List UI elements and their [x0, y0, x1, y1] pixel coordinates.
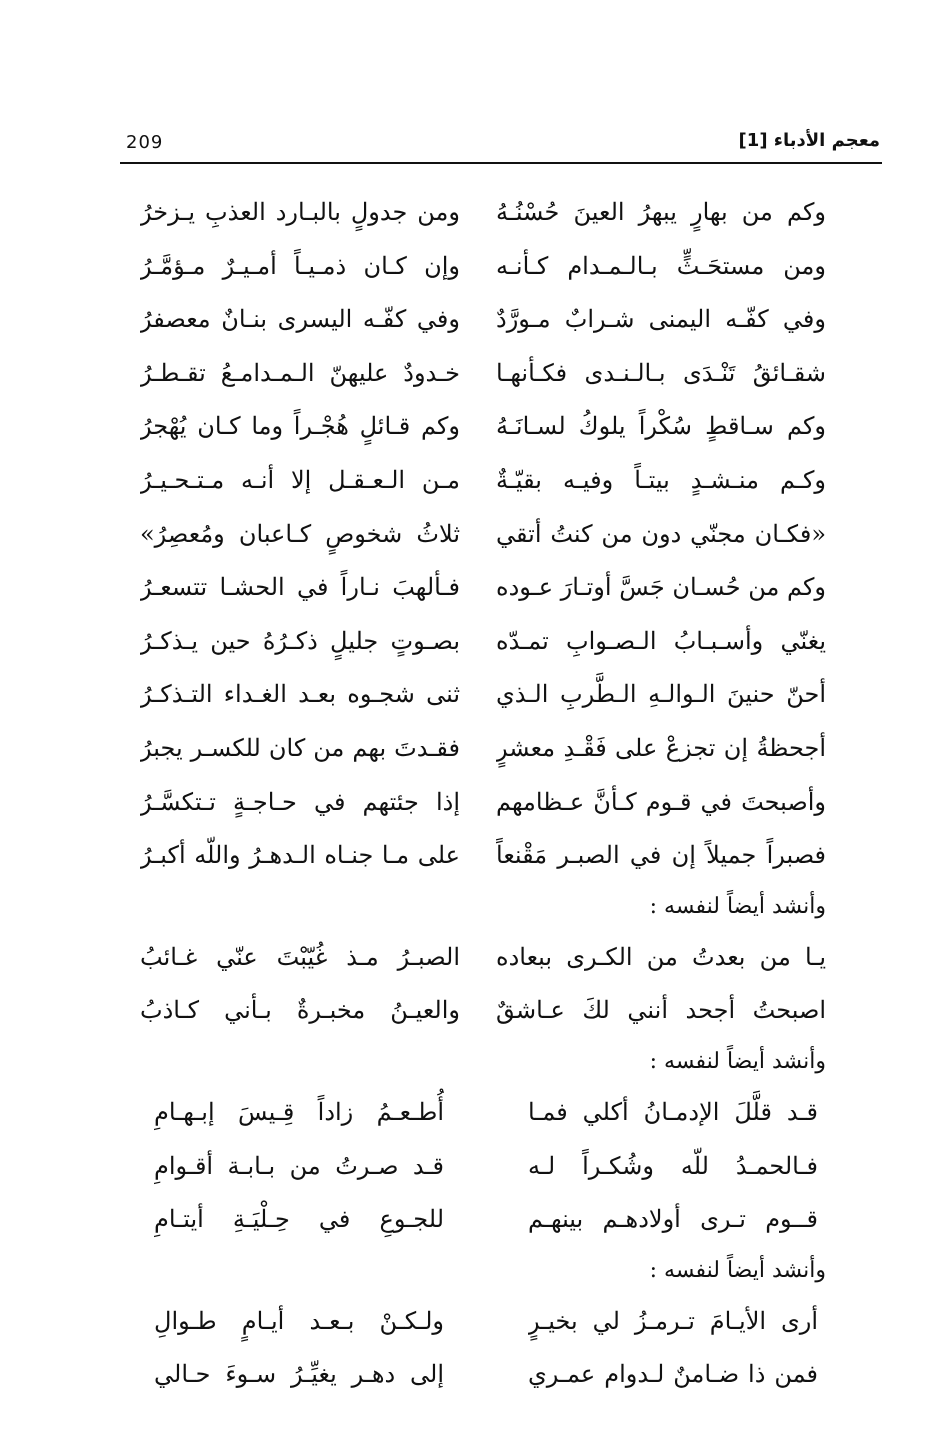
second-hemistich: الصبـرُ مـذ غُيّبْتَ عنّي غـائبُ: [140, 942, 460, 971]
first-hemistich: وكم من حُسـان جَسَّ أوتـارَ عـوده: [496, 573, 826, 602]
second-hemistich: أُطـعـمُ زاداً قِـيسَ إبـهـامِ: [154, 1097, 444, 1126]
verse-line: [140, 1086, 826, 1140]
verse-line: [140, 561, 826, 615]
first-hemistich: «فكـان مجنّي دون من كنتُ أتقي: [496, 519, 826, 548]
first-hemistich: ومن مستحَـثٍّ بـالـمـدام كـأنـه: [496, 251, 826, 280]
verse-line: [140, 293, 826, 347]
first-hemistich: أجحظةُ إن تجزعْ على فَقْـدِ معشرٍ: [496, 733, 826, 762]
second-hemistich: للجـوعِ في حِـلْيَـةِ أيتـامِ: [154, 1205, 444, 1234]
second-hemistich: ثنى شجـوه بعـد الغـداء التـذكـرُ: [140, 680, 460, 709]
first-hemistich: وكم من بهارٍ يبهرُ العينَ حُسْنُـهُ: [496, 198, 826, 226]
verse-line: [140, 931, 826, 985]
verse-line: [140, 984, 826, 1038]
second-hemistich: بصـوتٍ جليلٍ ذكـرُهُ حين يـذكـرُ: [140, 626, 460, 655]
first-hemistich: قــوم تـرى أولادهـم بينهـم: [528, 1205, 818, 1234]
verse-line: [140, 1193, 826, 1247]
poem-intro: وأنشد أيضاً لنفسه :: [649, 893, 826, 919]
second-hemistich: مـن الـعـقـل إلا أنـه مـتـحـيـرُ: [140, 465, 460, 494]
first-hemistich: وفي كفّـه اليمنى شـرابٌ مـورَّدٌ: [496, 305, 826, 334]
verse-line: [140, 615, 826, 669]
verse-line: [140, 186, 826, 240]
first-hemistich: يغنّي وأسـبـابُ الـصـوابِ تمـدّه: [496, 626, 826, 655]
second-hemistich: وإن كـان ذمـيـاً أمـيـرٌ مـؤمَّـرُ: [140, 251, 460, 280]
verse-line: [140, 508, 826, 562]
verse-line: [140, 400, 826, 454]
first-hemistich: أحنّ حنينَ الـوالـهِ الـطَّربِ الـذي: [496, 680, 826, 709]
second-hemistich: قـد صـرتُ من بـابـة أقـوامِ: [154, 1151, 444, 1180]
first-hemistich: أرى الأيـامَ تـرمـزُ لي بخيـرٍ: [528, 1306, 818, 1335]
second-hemistich: وفي كفّـه اليسرى بنـانٌ معصفرُ: [140, 305, 460, 334]
second-hemistich: فـألهبَ نـاراً في الحشـا تتسعـرُ: [140, 573, 460, 602]
verse-line: [140, 722, 826, 776]
second-hemistich: إذا جئتهم في حـاجـةٍ تـتكسَّـرُ: [140, 787, 460, 816]
first-hemistich: اصبحتُ أجحد أنني لكَ عـاشقٌ: [496, 996, 826, 1025]
verse-line: [140, 454, 826, 508]
poem-intro: وأنشد أيضاً لنفسه :: [649, 1257, 826, 1283]
verse-line: [140, 829, 826, 883]
first-hemistich: قـد قلَّلَ الإدمـانُ أكلي فمـا: [528, 1097, 818, 1126]
page-number: 209: [126, 132, 164, 153]
second-hemistich: والعيـنُ مخبـرةٌ بـأني كـاذبُ: [140, 996, 460, 1025]
first-hemistich: فصبراً جميلاً إن في الصبـر مَقْنعاً: [496, 841, 826, 870]
second-hemistich: ومن جدولٍ بالبـارد العذبِ يـزخرُ: [140, 198, 460, 226]
second-hemistich: على مـا جنـاه الـدهـرُ واللّه أكبـرُ: [140, 841, 460, 870]
verse-line: [140, 240, 826, 294]
second-hemistich: ولـكـنْ بـعـد أيـامٍ طـوالِ: [154, 1306, 444, 1335]
page-header: [120, 128, 880, 158]
verse-line: [140, 776, 826, 830]
first-hemistich: شقـائقُ تَنْـدَى بـالـنـدى فكـأنهـا: [496, 358, 826, 387]
poem-intro: وأنشد أيضاً لنفسه :: [649, 1048, 826, 1074]
first-hemistich: فـالحمـدُ للّه وشُكـراً لـه: [528, 1151, 818, 1180]
verse-line: [140, 347, 826, 401]
second-hemistich: فقـدتَ بهم من كان للكسـر يجبرُ: [140, 733, 460, 762]
header-rule: [120, 162, 882, 164]
first-hemistich: وأصبحتَ في قـوم كـأنَّ عـظامهم: [496, 787, 826, 816]
verse-line: [140, 1140, 826, 1194]
second-hemistich: خـدودٌ عليهنّ الـمـدامـعُ تقـطـرُ: [140, 358, 460, 387]
second-hemistich: إلى دهـر يغيِّـرُ سـوءَ حـالي: [154, 1360, 444, 1389]
first-hemistich: يـا من بعدتُ من الكـرى ببعاده: [496, 942, 826, 971]
page-content: [140, 186, 826, 1402]
second-hemistich: وكم قـائلٍ هُجْـراً وما كـان يُهْجرُ: [140, 412, 460, 441]
verse-line: [140, 1348, 826, 1402]
first-hemistich: وكم سـاقطٍ سُكْراً يلوكُ لسـانَـهُ: [496, 412, 826, 441]
first-hemistich: فمن ذا ضـامنٌ لـدوام عمـري: [528, 1360, 818, 1389]
running-title: معجم الأدباء [1]: [738, 130, 880, 151]
first-hemistich: وكـم منـشـدٍ بيتـاً وفيـه بقيّـةٌ: [496, 465, 826, 494]
second-hemistich: ثلاثُ شخوصٍ كـاعبان ومُعصِرُ»: [140, 519, 460, 548]
verse-line: [140, 1295, 826, 1349]
verse-line: [140, 668, 826, 722]
